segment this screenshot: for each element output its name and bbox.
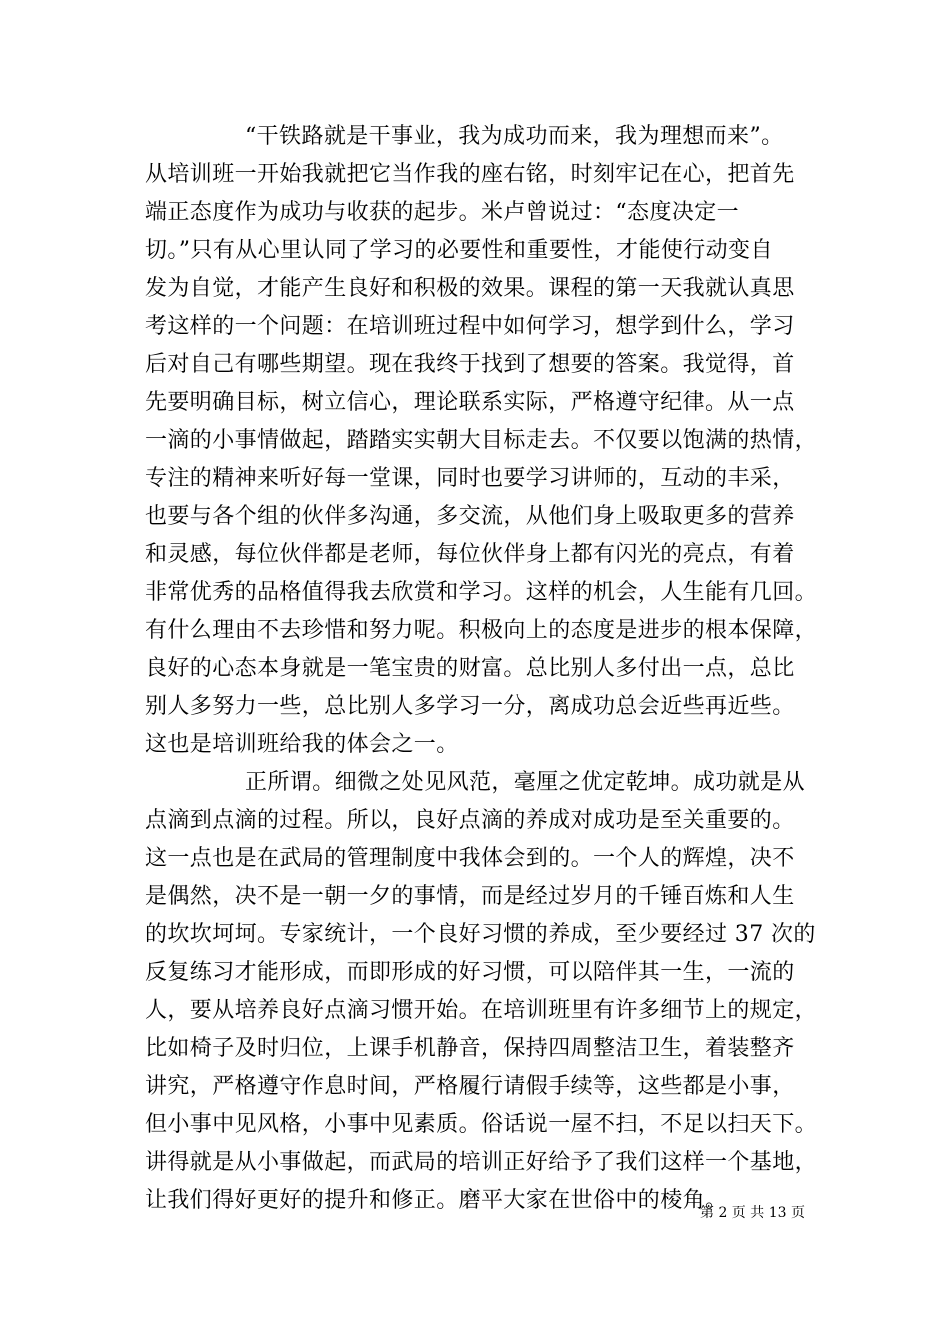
text-line: 专注的精神来听好每一堂课，同时也要学习讲师的，互动的丰采， xyxy=(145,466,795,491)
text-line: 从培训班一开始我就把它当作我的座右铭，时刻牢记在心，把首先 xyxy=(145,162,795,187)
page-number-footer: 第 2 页 共 13 页 xyxy=(700,1205,805,1221)
text-line: 的坎坎坷坷。专家统计，一个良好习惯的养成，至少要经过 37 次的 xyxy=(145,922,816,947)
text-line: 非常优秀的品格值得我去欣赏和学习。这样的机会，人生能有几回。 xyxy=(145,580,818,605)
text-line: 反复练习才能形成，而即形成的好习惯，可以陪伴其一生，一流的 xyxy=(145,960,795,985)
text-line: 发为自觉，才能产生良好和积极的效果。课程的第一天我就认真思 xyxy=(145,276,795,301)
paragraph-2 xyxy=(145,764,818,1220)
text-line: 也要与各个组的伙伴多沟通，多交流，从他们身上吸取更多的营养 xyxy=(145,504,795,529)
text-line: 这一点也是在武局的管理制度中我体会到的。一个人的辉煌，决不 xyxy=(145,846,795,871)
text-line: 后对自己有哪些期望。现在我终于找到了想要的答案。我觉得，首 xyxy=(145,352,795,377)
text-line: 端正态度作为成功与收获的起步。米卢曾说过：“态度决定一 xyxy=(145,200,740,225)
paragraph-1 xyxy=(145,118,818,764)
text-line: 考这样的一个问题：在培训班过程中如何学习，想学到什么，学习 xyxy=(145,314,795,339)
text-line: 先要明确目标，树立信心，理论联系实际，严格遵守纪律。从一点 xyxy=(145,390,795,415)
text-line: 有什么理由不去珍惜和努力呢。积极向上的态度是进步的根本保障， xyxy=(145,618,818,643)
text-line: 讲究，严格遵守作息时间，严格履行请假手续等，这些都是小事， xyxy=(145,1074,795,1099)
text-line: “干铁路就是干事业，我为成功而来，我为理想而来”。 xyxy=(245,124,784,149)
text-line: 点滴到点滴的过程。所以，良好点滴的养成对成功是至关重要的。 xyxy=(145,808,795,833)
text-line: 让我们得好更好的提升和修正。磨平大家在世俗中的棱角。 xyxy=(145,1188,728,1213)
text-line: 别人多努力一些，总比别人多学习一分，离成功总会近些再近些。 xyxy=(145,694,795,719)
text-line: 切。”只有从心里认同了学习的必要性和重要性，才能使行动变自 xyxy=(145,238,773,263)
text-line: 正所谓。细微之处见风范，毫厘之优定乾坤。成功就是从 xyxy=(245,770,806,795)
text-line: 和灵感，每位伙伴都是老师，每位伙伴身上都有闪光的亮点，有着 xyxy=(145,542,795,567)
document-body xyxy=(145,118,818,1220)
text-line: 这也是培训班给我的体会之一。 xyxy=(145,732,459,757)
text-line: 比如椅子及时归位，上课手机静音，保持四周整洁卫生，着装整齐 xyxy=(145,1036,795,1061)
text-line: 一滴的小事情做起，踏踏实实朝大目标走去。不仅要以饱满的热情， xyxy=(145,428,818,453)
text-line: 人，要从培养良好点滴习惯开始。在培训班里有许多细节上的规定， xyxy=(145,998,818,1023)
text-line: 讲得就是从小事做起，而武局的培训正好给予了我们这样一个基地， xyxy=(145,1150,818,1175)
text-line: 是偶然，决不是一朝一夕的事情，而是经过岁月的千锤百炼和人生 xyxy=(145,884,795,909)
text-line: 但小事中见风格，小事中见素质。俗话说一屋不扫，不足以扫天下。 xyxy=(145,1112,818,1137)
text-line: 良好的心态本身就是一笔宝贵的财富。总比别人多付出一点，总比 xyxy=(145,656,795,681)
